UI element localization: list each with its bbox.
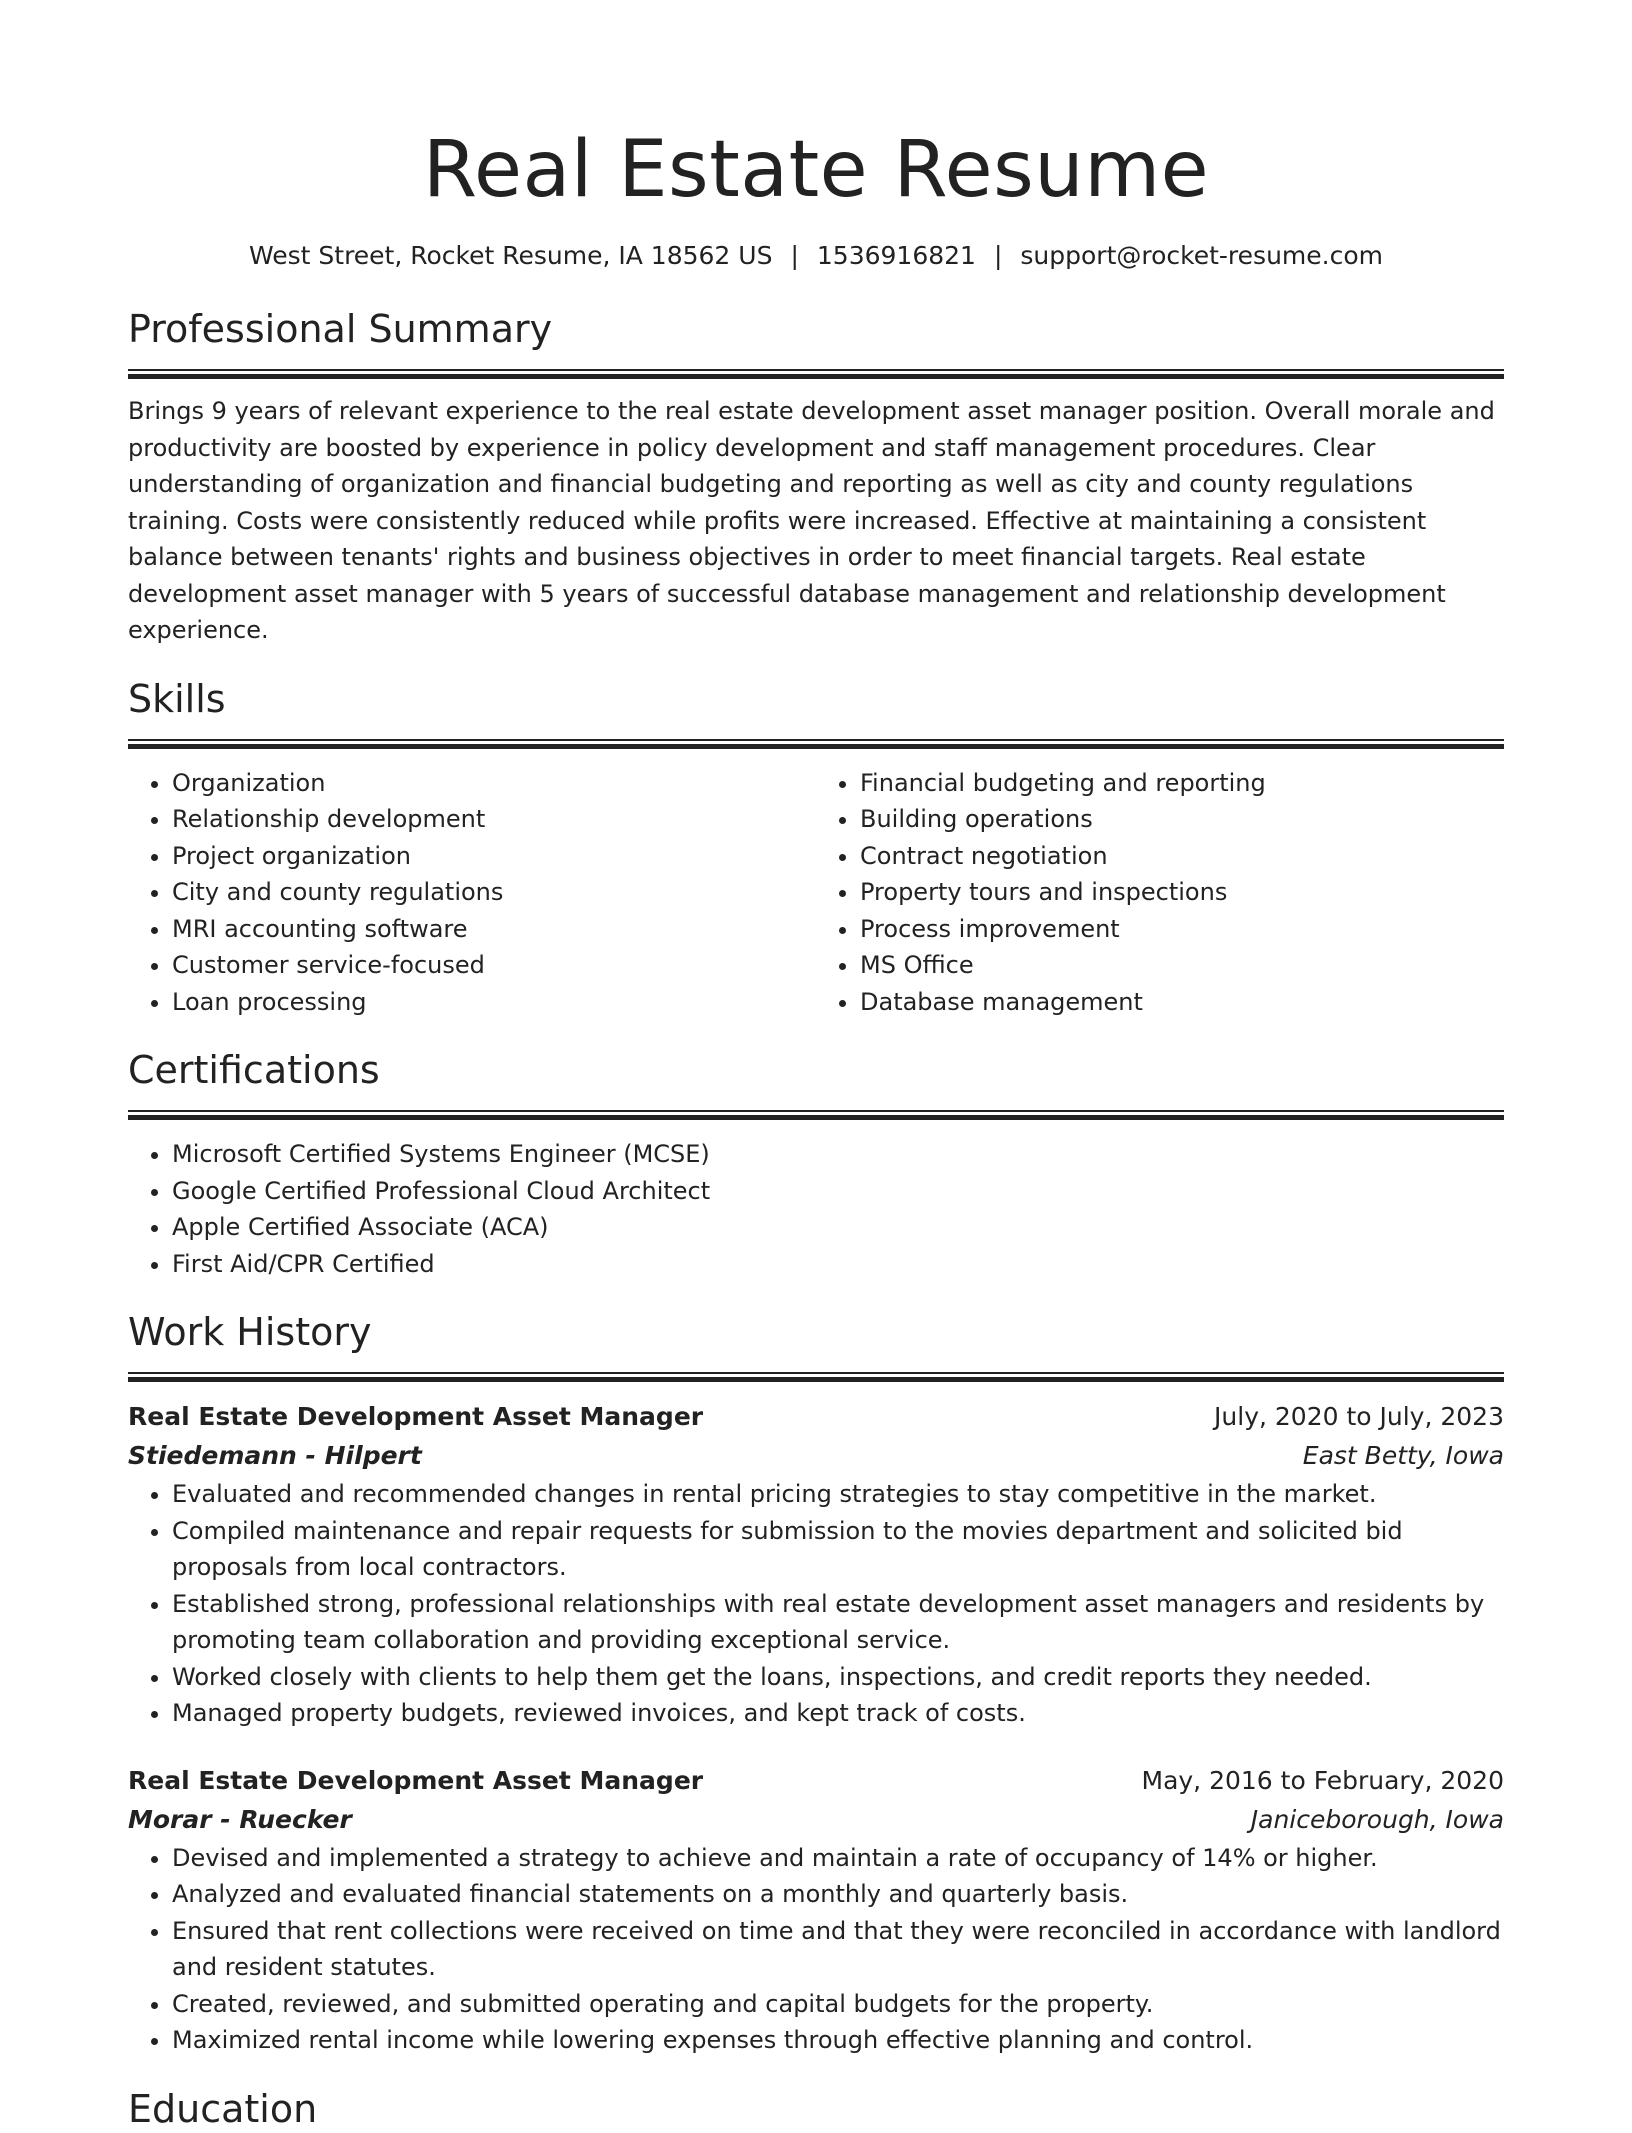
skill-item: • Database management <box>860 984 1504 1021</box>
certification-item: • Apple Certified Associate (ACA) <box>172 1209 1504 1246</box>
section-heading-work-history: Work History <box>128 1310 372 1354</box>
job-company: Stiedemann - Hilpert <box>128 1441 422 1470</box>
certifications-list <box>128 1136 1504 1282</box>
job-duty-item: • Analyzed and evaluated financial statements on a monthly and quarterly basis. <box>172 1876 1504 1913</box>
skill-item: • City and county regulations <box>172 874 816 911</box>
job-duty-item: • Maximized rental income while lowering expenses through effective planning and control. <box>172 2022 1504 2059</box>
skill-item: • Project organization <box>172 838 816 875</box>
certification-item: • First Aid/CPR Certified <box>172 1246 1504 1283</box>
contact-separator: | <box>790 241 799 270</box>
certification-item: • Google Certified Professional Cloud Architect <box>172 1173 1504 1210</box>
job-company: Morar - Ruecker <box>128 1804 352 1834</box>
skill-item: • MS Office <box>860 947 1504 984</box>
job-duty-item: • Devised and implemented a strategy to achieve and maintain a rate of occupancy of 14% or higher. <box>172 1840 1504 1877</box>
skill-item: • MRI accounting software <box>172 911 816 948</box>
skill-item: • Loan processing <box>172 984 816 1021</box>
job-duties-list <box>128 1476 1504 1732</box>
job-header <box>128 1398 1504 1436</box>
contact-separator: | <box>993 241 1003 270</box>
skill-item: • Building operations <box>860 801 1504 838</box>
section-divider <box>128 739 1504 749</box>
job-dates: July, 2020 to July, 2023 <box>1214 1402 1504 1431</box>
contact-phone: 1536916821 <box>816 241 976 270</box>
skill-item: • Contract negotiation <box>860 838 1504 875</box>
skills-columns <box>128 765 1504 1021</box>
job-subheader <box>128 1800 1504 1840</box>
skill-item: • Process improvement <box>860 911 1504 948</box>
section-divider <box>128 1110 1504 1120</box>
section-divider <box>128 369 1504 379</box>
job-duty-item: • Managed property budgets, reviewed invoices, and kept track of costs. <box>172 1695 1504 1732</box>
contact-line <box>128 239 1504 273</box>
skill-item: • Organization <box>172 765 816 802</box>
contact-email: support@rocket-resume.com <box>1020 241 1383 270</box>
skills-section <box>128 675 1504 1021</box>
section-divider <box>128 1372 1504 1382</box>
education-section <box>128 2085 1504 2133</box>
job-header <box>128 1762 1504 1800</box>
summary-text: Brings 9 years of relevant experience to the real estate development asset manager position. Overall morale and productivity are boosted by experience in policy development and staff management procedures. Clear understanding of organization and financial budgeting and reporting as well as city and county regulations training. Costs were consistently reduced while profits were increased. Effective at maintaining a consistent balance between tenants' rights and business objectives in order to meet financial targets. Real estate development asset manager with 5 years of successful database management and relationship development experience. <box>128 397 1495 644</box>
skill-item: • Customer service-focused <box>172 947 816 984</box>
skills-list-right <box>816 765 1504 1021</box>
job-entry <box>128 1762 1504 2059</box>
work-history-section <box>128 1308 1504 2059</box>
skills-list-left <box>128 765 816 1021</box>
skill-item: • Relationship development <box>172 801 816 838</box>
job-duty-item: • Worked closely with clients to help them get the loans, inspections, and credit reports they needed. <box>172 1659 1504 1696</box>
skills-column-left <box>128 765 816 1021</box>
summary-section <box>128 305 1504 649</box>
certification-item: • Microsoft Certified Systems Engineer (MCSE) <box>172 1136 1504 1173</box>
section-heading-certifications: Certifications <box>128 1048 380 1092</box>
section-heading-summary: Professional Summary <box>128 307 553 351</box>
skill-item: • Property tours and inspections <box>860 874 1504 911</box>
job-location: Janiceborough, Iowa <box>1250 1804 1504 1834</box>
job-duty-item: • Established strong, professional relationships with real estate development asset managers and residents by promoting team collaboration and providing exceptional service. <box>172 1586 1504 1659</box>
job-location: East Betty, Iowa <box>1302 1441 1504 1470</box>
skills-column-right <box>816 765 1504 1021</box>
page-title: Real Estate Resume <box>422 125 1210 215</box>
job-dates: May, 2016 to February, 2020 <box>1141 1765 1504 1795</box>
job-title: Real Estate Development Asset Manager <box>128 1402 704 1431</box>
job-entry <box>128 1398 1504 1732</box>
job-duty-item: • Evaluated and recommended changes in rental pricing strategies to stay competitive in the market. <box>172 1476 1504 1513</box>
job-duty-item: • Created, reviewed, and submitted operating and capital budgets for the property. <box>172 1986 1504 2023</box>
job-duty-item: • Compiled maintenance and repair requests for submission to the movies department and solicited bid proposals from local contractors. <box>172 1513 1504 1586</box>
section-heading-education: Education <box>128 2086 318 2131</box>
job-title: Real Estate Development Asset Manager <box>128 1765 704 1795</box>
skill-item: • Financial budgeting and reporting <box>860 765 1504 802</box>
section-heading-skills: Skills <box>128 676 226 721</box>
contact-address: West Street, Rocket Resume, IA 18562 US <box>248 241 773 270</box>
job-duties-list <box>128 1840 1504 2059</box>
job-duty-item: • Ensured that rent collections were received on time and that they were reconciled in accordance with landlord and resident statutes. <box>172 1913 1504 1986</box>
certifications-section <box>128 1046 1504 1282</box>
job-subheader <box>128 1436 1504 1476</box>
